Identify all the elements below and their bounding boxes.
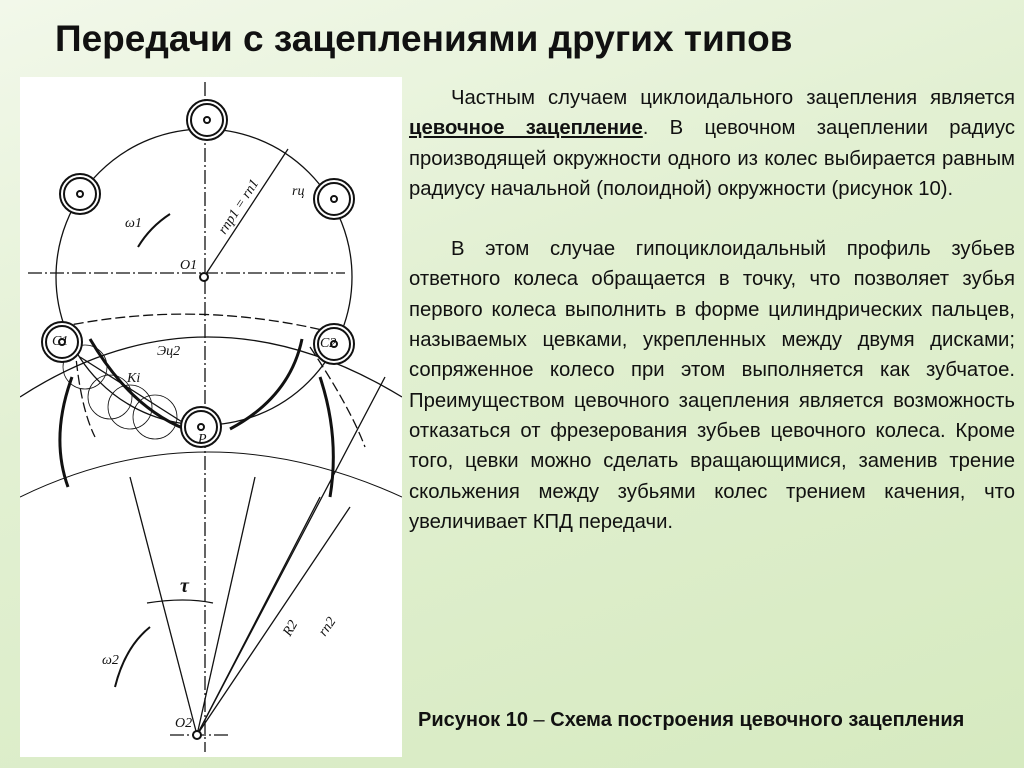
paragraph-1-end: . В цевочном зацеплении радиус производящей окружности одного из колес выбирается равным радиусу начальной (полоидной) окружности (рисунок 10). (409, 117, 1015, 200)
label-o2: O2 (175, 716, 193, 731)
label-c1: C1 (52, 334, 69, 349)
tooth-profile-right (230, 339, 302, 429)
pin-icon (60, 174, 100, 214)
label-c2: C2 (320, 336, 337, 351)
pin-gear-diagram (20, 77, 402, 757)
slide-title: Передачи с зацеплениями других типов (55, 18, 793, 59)
wheel2-arc-inner (20, 452, 402, 497)
diagram-drawing (20, 77, 402, 757)
paragraph-1-start: Частным случаем циклоидального зацепления является (451, 87, 1015, 109)
radius-line (204, 149, 288, 277)
label-omega2: ω2 (102, 653, 119, 668)
pins (42, 100, 354, 739)
omega1-arrow (138, 214, 170, 247)
label-radius: rпр1 = rп1 (215, 176, 263, 238)
label-r-pin: rц (292, 184, 305, 199)
omega2-arrow (115, 627, 150, 687)
pin-icon (314, 179, 354, 219)
label-p: P (198, 432, 207, 447)
label-tau: τ (180, 575, 189, 597)
figure-labels (52, 177, 339, 731)
term-pin-gearing: цевочное зацепление (409, 117, 643, 140)
pin-icon (187, 100, 227, 140)
tau-arc (147, 600, 213, 603)
figure-caption (418, 707, 988, 733)
label-ki: Ki (127, 371, 141, 386)
caption-label: Рисунок 10 (418, 709, 528, 731)
caption-dash: – (528, 709, 551, 731)
caption-text: Схема построения цевочного зацепления (550, 709, 965, 731)
paragraph-1 (409, 83, 1015, 204)
label-o1: O1 (180, 258, 198, 273)
paragraph-2: В этом случае гипоциклоидальный профиль зубьев ответного колеса обращается в точку, что позволяет зубья первого колеса выполнить в форме цилиндрических пальцев, называемых цевками, укрепленных между двумя дисками; сопряженное колесо при этом выполняется как зубчатое. Преимуществом цевочного зацепления является возможность отказаться от фрезерования зубьев цевочного колеса. Кроме того, цевки можно сделать вращающимися, заменив трение скольжения между зубьями колес трением качения, что увеличивает КПД передачи. (409, 238, 1015, 533)
label-r2: R2 (280, 618, 302, 639)
body-text (409, 83, 1015, 537)
label-rn2: rп2 (315, 614, 340, 640)
label-omega1: ω1 (125, 216, 142, 231)
label-e-c2: Эц2 (157, 344, 181, 359)
